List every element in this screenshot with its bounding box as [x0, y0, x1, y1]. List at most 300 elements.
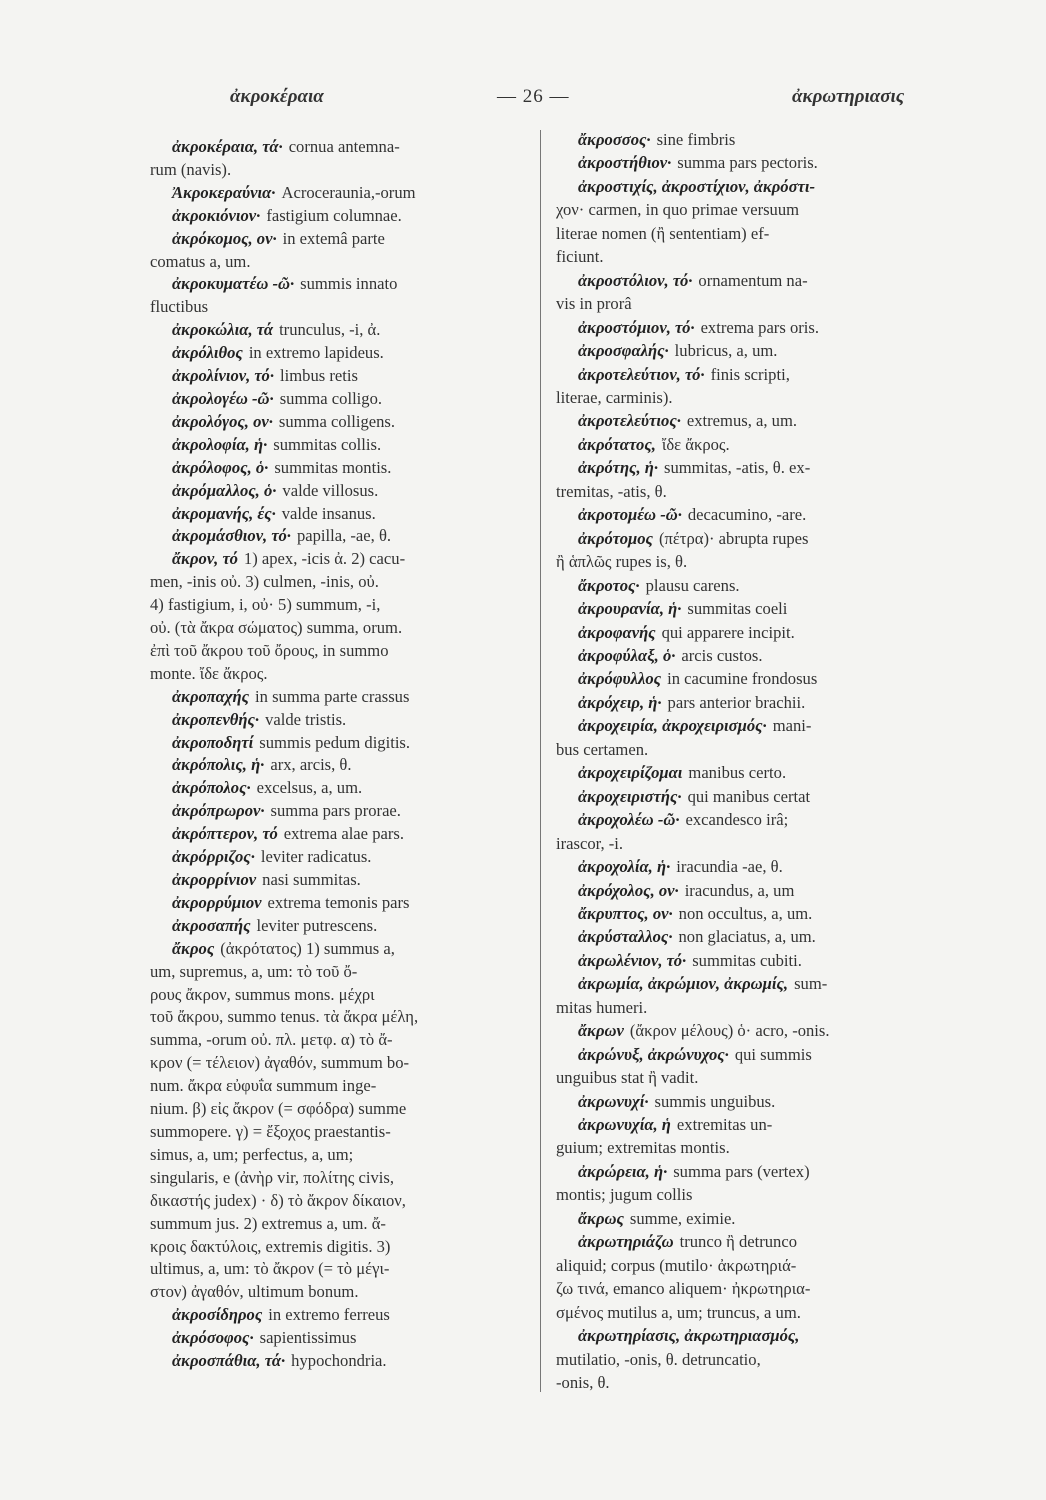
dictionary-entry	[150, 182, 528, 205]
entry-definition: summum jus. 2) extremus a, um. ἄ-	[150, 1213, 386, 1233]
entry-first-line	[150, 136, 528, 159]
entry-definition: valde villosus.	[282, 480, 379, 500]
dictionary-entry	[556, 316, 938, 339]
dictionary-entry	[556, 1207, 938, 1230]
entry-headword: ἀκρολίνιον, τό·	[172, 366, 275, 386]
dictionary-entry	[556, 269, 938, 316]
entry-headword: ἀκρωνυχί·	[578, 1091, 649, 1111]
entry-headword: ἀκροκυματέω -ῶ·	[172, 274, 295, 294]
entry-headword: ἀκροτομέω -ῶ·	[578, 505, 682, 525]
entry-headword: ἀκροχολία, ἡ·	[578, 857, 671, 877]
dictionary-entry	[556, 902, 938, 925]
entry-continuation-line	[556, 996, 938, 1019]
entry-continuation-line	[556, 738, 938, 761]
entry-continuation-line	[150, 1213, 528, 1236]
entry-headword: ἀκρώνυξ, ἀκρώνυχος·	[578, 1044, 729, 1064]
entry-definition: ζω τινά, emanco aliquem· ἠκρωτηρια-	[556, 1279, 811, 1299]
entry-definition: σμένος mutilus a, um; truncus, a um.	[556, 1302, 801, 1322]
dictionary-entry	[556, 925, 938, 948]
entry-definition: extrema pars oris.	[700, 317, 819, 337]
dictionary-entry	[150, 1304, 528, 1327]
entry-definition: comatus a, um.	[150, 251, 251, 271]
entry-first-line	[556, 316, 938, 339]
entry-continuation-line	[150, 1144, 528, 1167]
entry-headword: ἀκρύσταλλος·	[578, 927, 673, 947]
entry-definition: in extremo ferreus	[268, 1305, 390, 1325]
entry-definition: lubricus, a, um.	[674, 341, 778, 361]
entry-headword: ἄκρων	[578, 1021, 624, 1041]
entry-headword: ἀκρουρανία, ἡ·	[578, 599, 682, 619]
entry-definition: decacumino, -are.	[687, 505, 807, 525]
entry-definition: στον) ἀγαθόν, ultimum bonum.	[150, 1282, 359, 1302]
dictionary-entry	[556, 363, 938, 410]
entry-definition: iracundus, a, um	[684, 880, 795, 900]
entry-first-line	[150, 892, 528, 915]
dictionary-entry	[556, 855, 938, 878]
entry-definition: summopere. γ) = ἔξοχος praestantis-	[150, 1121, 391, 1141]
entry-definition: summa colligo.	[279, 388, 383, 408]
entry-first-line	[150, 800, 528, 823]
entry-headword: ἀκρόχολος, ον·	[578, 880, 679, 900]
entry-first-line	[556, 151, 938, 174]
entry-headword: ἀκροποδητί	[172, 732, 254, 752]
dictionary-entry	[556, 1090, 938, 1113]
entry-first-line	[556, 363, 938, 386]
entry-definition: -onis, θ.	[556, 1373, 610, 1393]
entry-definition: leviter putrescens.	[256, 915, 378, 935]
entry-first-line	[150, 754, 528, 777]
dictionary-entry	[556, 433, 938, 456]
entry-first-line	[556, 691, 938, 714]
dictionary-entry	[150, 754, 528, 777]
entry-continuation-line	[150, 1190, 528, 1213]
entry-first-line	[150, 342, 528, 365]
entry-headword: ἀκροστόλιον, τό·	[578, 270, 693, 290]
dictionary-entry	[556, 879, 938, 902]
entry-definition: literae nomen (ἢ sententiam) ef-	[556, 223, 770, 243]
entry-continuation-line	[150, 1258, 528, 1281]
entry-first-line	[150, 434, 528, 457]
entry-continuation-line	[556, 292, 938, 315]
entry-definition: arx, arcis, θ.	[270, 755, 352, 775]
entry-first-line	[150, 319, 528, 342]
entry-first-line	[150, 1304, 528, 1327]
entry-headword: ἀκροπαχής	[172, 686, 250, 706]
entry-continuation-line	[150, 961, 528, 984]
entry-headword: ἀκρορρίνιον	[172, 870, 257, 889]
entry-first-line	[556, 1019, 938, 1042]
entry-definition: fluctibus	[150, 297, 209, 317]
entry-definition: num. ἄκρα εὐφυΐα summum inge-	[150, 1076, 377, 1096]
entry-first-line	[556, 409, 938, 432]
entry-headword: ἀκροσφαλής·	[578, 341, 669, 361]
entry-headword: ἀκροτελεύτιος·	[578, 411, 681, 431]
entry-first-line	[556, 1324, 938, 1347]
entry-headword: ἀκροχειριστής·	[578, 786, 682, 806]
entry-first-line	[150, 686, 528, 709]
entry-first-line	[556, 175, 938, 198]
entry-continuation-line	[556, 1371, 938, 1394]
entry-headword: ἀκροκώλια, τά	[172, 320, 274, 340]
entry-definition: ἢ ἁπλῶς rupes is, θ.	[556, 552, 688, 572]
entry-first-line	[150, 457, 528, 480]
dictionary-entry	[556, 1230, 938, 1324]
entry-definition: Acroceraunia,-orum	[281, 182, 416, 202]
entry-definition: summe, eximie.	[629, 1208, 736, 1228]
dictionary-entry	[556, 503, 938, 526]
entry-definition: mutilatio, -onis, θ. detruncatio,	[556, 1349, 761, 1369]
entry-headword: ἀκρωτηριάζω	[578, 1232, 674, 1252]
entry-headword: ἀκρότατος,	[578, 434, 656, 454]
dictionary-entry	[150, 228, 528, 274]
entry-first-line	[150, 525, 528, 548]
entry-headword: ἀκρωνυχία, ἡ	[578, 1115, 671, 1135]
dictionary-entry	[150, 686, 528, 709]
entry-headword: ἄκρως	[578, 1208, 624, 1228]
entry-continuation-line	[556, 1348, 938, 1371]
entry-continuation-line	[556, 1277, 938, 1300]
entry-continuation-line	[150, 663, 528, 686]
entry-first-line	[556, 1207, 938, 1230]
entry-first-line	[556, 855, 938, 878]
entry-definition: bus certamen.	[556, 739, 649, 759]
entry-continuation-line	[556, 1301, 938, 1324]
entry-continuation-line	[556, 1066, 938, 1089]
dictionary-entry	[150, 777, 528, 800]
entry-definition: summa, -orum οὐ. πλ. μετφ. α) τὸ ἄ-	[150, 1030, 393, 1050]
dictionary-entry	[150, 411, 528, 434]
dictionary-entry	[556, 597, 938, 620]
entry-definition: excelsus, a, um.	[256, 778, 363, 798]
entry-headword: ἀκρολογέω -ῶ·	[172, 388, 274, 408]
entry-definition: ρους ἄκρον, summus mons. μέχρι	[150, 984, 375, 1004]
entry-headword: ἀκρόπολις, ἡ·	[172, 755, 265, 775]
entry-first-line	[556, 128, 938, 151]
entry-continuation-line	[150, 1167, 528, 1190]
dictionary-entry	[556, 691, 938, 714]
entry-first-line	[556, 339, 938, 362]
entry-first-line	[556, 761, 938, 784]
dictionary-entry	[556, 1324, 938, 1394]
entry-headword: Ἀκροκεραύνια·	[172, 182, 276, 202]
entry-definition: ἐπὶ τοῦ ἄκρου τοῦ ὄρους, in summo	[150, 640, 389, 660]
entry-headword: ἀκροπενθής·	[172, 709, 260, 729]
entry-continuation-line	[150, 251, 528, 274]
entry-definition: ficiunt.	[556, 247, 604, 267]
entry-headword: ἀκροστόμιον, τό·	[578, 317, 695, 337]
entry-headword: ἀκρορρύμιον	[172, 892, 262, 912]
entry-continuation-line	[556, 832, 938, 855]
entry-definition: nium. β) εἰς ἄκρον (= σφόδρα) summe	[150, 1099, 407, 1119]
dictionary-entry	[556, 1160, 938, 1207]
entry-headword: ἀκρόλιθος	[172, 343, 243, 363]
entry-continuation-line	[150, 1006, 528, 1029]
entry-headword: ἀκρόκομος, ον·	[172, 228, 277, 248]
entry-definition: papilla, -ae, θ.	[296, 526, 392, 546]
entry-first-line	[556, 714, 938, 737]
dictionary-entry	[150, 525, 528, 548]
entry-headword: ἀκροκέραια, τά·	[172, 137, 283, 156]
entry-headword: ἀκρόπολος·	[172, 778, 251, 798]
entry-first-line	[150, 1327, 528, 1350]
entry-first-line	[556, 1160, 938, 1183]
dictionary-entry	[556, 1113, 938, 1160]
entry-first-line	[150, 938, 528, 961]
running-head-left: ἀκροκέραια	[230, 86, 324, 107]
entry-headword: ἀκροφύλαξ, ὁ·	[578, 645, 676, 665]
right-column	[556, 128, 938, 1394]
entry-definition: manibus certo.	[688, 763, 787, 783]
entry-first-line	[150, 411, 528, 434]
entry-first-line	[556, 621, 938, 644]
entry-definition: summitas montis.	[274, 457, 392, 477]
entry-definition: qui apparere incipit.	[661, 622, 795, 642]
entry-continuation-line	[556, 1183, 938, 1206]
entry-definition: qui summis	[734, 1044, 812, 1064]
entry-definition: extrema alae pars.	[283, 824, 404, 844]
entry-definition: ultimus, a, um: τὸ ἄκρον (= τὸ μέγι-	[150, 1259, 390, 1279]
dictionary-entry	[150, 1327, 528, 1350]
entry-definition: summis unguibus.	[654, 1091, 776, 1111]
entry-definition: limbus retis	[280, 366, 358, 386]
entry-definition: simus, a, um; perfectus, a, um;	[150, 1144, 354, 1164]
entry-definition: nasi summitas.	[262, 870, 361, 889]
entry-definition: excandesco irâ;	[685, 810, 789, 830]
entry-definition: extremus, a, um.	[686, 411, 798, 431]
entry-definition: vis in prorâ	[556, 294, 632, 314]
entry-continuation-line	[556, 480, 938, 503]
entry-definition: 1) apex, -icis ἀ. 2) cacu-	[243, 549, 406, 569]
entry-headword: ἀκρότης, ἡ·	[578, 458, 659, 478]
dictionary-entry	[150, 434, 528, 457]
dictionary-entry	[556, 761, 938, 784]
entry-headword: ἀκροσίδηρος	[172, 1305, 263, 1325]
entry-definition: leviter radicatus.	[260, 847, 372, 867]
entry-definition: valde tristis.	[265, 709, 347, 729]
entry-continuation-line	[150, 571, 528, 594]
dictionary-entry	[150, 800, 528, 823]
entry-definition: tremitas, -atis, θ.	[556, 481, 667, 501]
entry-first-line	[556, 1113, 938, 1136]
dictionary-entry	[150, 915, 528, 938]
entry-first-line	[556, 925, 938, 948]
entry-first-line	[556, 1043, 938, 1066]
entry-first-line	[150, 503, 528, 526]
entry-definition: ornamentum na-	[698, 270, 808, 290]
dictionary-entry	[556, 714, 938, 761]
entry-definition: summitas collis.	[273, 434, 382, 454]
dictionary-entry	[150, 823, 528, 846]
entry-definition: arcis custos.	[681, 645, 763, 665]
entry-first-line	[150, 777, 528, 800]
entry-headword: ἀκρόλοφος, ὁ·	[172, 457, 269, 477]
entry-definition: in cacumine frondosus	[667, 669, 818, 689]
entry-headword: ἀκροστιχίς, ἀκροστίχιον, ἀκρόστι-	[578, 176, 816, 196]
entry-headword: ἀκρόφυλλος	[578, 669, 662, 689]
entry-headword: ἀκρόπρωρον·	[172, 801, 265, 821]
dictionary-entry	[556, 1019, 938, 1042]
dictionary-entry	[556, 456, 938, 503]
entry-first-line	[556, 433, 938, 456]
entry-first-line	[150, 732, 528, 755]
dictionary-entry	[150, 457, 528, 480]
entry-continuation-line	[556, 222, 938, 245]
entry-definition: summitas, -atis, θ. ex-	[664, 458, 811, 478]
entry-headword: ἀκρόμαλλος, ὁ·	[172, 480, 277, 500]
entry-definition: (ἀκρότατος) 1) summus a,	[220, 938, 395, 958]
entry-headword: ἀκρόσοφος·	[172, 1328, 254, 1348]
dictionary-entry	[556, 128, 938, 151]
entry-first-line	[556, 667, 938, 690]
dictionary-entry	[150, 1350, 528, 1373]
entry-definition: summitas cubiti.	[692, 950, 802, 970]
entry-definition: literae, carminis).	[556, 387, 673, 407]
page-number: — 26 —	[497, 86, 570, 107]
dictionary-entry	[150, 846, 528, 869]
entry-definition: trunco ἢ detrunco	[679, 1232, 798, 1252]
entry-definition: extremitas un-	[676, 1115, 773, 1135]
dictionary-entry	[556, 175, 938, 269]
entry-definition: irascor, -i.	[556, 833, 624, 853]
entry-continuation-line	[150, 1281, 528, 1304]
entry-first-line	[150, 480, 528, 503]
entry-first-line	[150, 846, 528, 869]
entry-definition: extrema temonis pars	[267, 892, 410, 912]
column-divider	[540, 130, 541, 1392]
entry-headword: ἄκροτος·	[578, 575, 640, 595]
dictionary-entry	[556, 949, 938, 972]
entry-definition: κρον (= τέλειον) ἀγαθόν, summum bo-	[150, 1053, 410, 1073]
entry-definition: non glaciatus, a, um.	[678, 927, 816, 947]
entry-first-line	[556, 527, 938, 550]
entry-headword: ἄκρον, τό	[172, 549, 238, 569]
entry-headword: ἀκρωμία, ἀκρώμιον, ἀκρωμίς,	[578, 974, 789, 994]
entry-headword: ἀκροχολέω -ῶ·	[578, 810, 680, 830]
dictionary-entry	[150, 869, 528, 892]
dictionary-entry	[150, 273, 528, 319]
dictionary-entry	[556, 339, 938, 362]
dictionary-entry	[150, 388, 528, 411]
entry-headword: ἀκροσπάθια, τά·	[172, 1351, 286, 1371]
entry-first-line	[150, 709, 528, 732]
entry-continuation-line	[556, 550, 938, 573]
entry-definition: montis; jugum collis	[556, 1185, 693, 1205]
entry-definition: sum-	[794, 974, 828, 994]
entry-headword: ἄκρυπτος, ον·	[578, 903, 673, 923]
dictionary-entry	[150, 503, 528, 526]
entry-definition: men, -inis οὐ. 3) culmen, -inis, οὐ.	[150, 572, 379, 592]
entry-definition: summa pars (vertex)	[673, 1161, 810, 1181]
entry-definition: iracundia -ae, θ.	[676, 857, 783, 877]
dictionary-entry	[150, 319, 528, 342]
entry-first-line	[556, 785, 938, 808]
entry-definition: χον· carmen, in quo primae versuum	[556, 200, 800, 220]
dictionary-entry	[556, 785, 938, 808]
entry-definition: non occultus, a, um.	[678, 903, 813, 923]
entry-first-line	[150, 273, 528, 296]
entry-definition: summa colligens.	[278, 411, 396, 431]
entry-definition: ἴδε ἄκρος.	[661, 434, 730, 454]
entry-headword: ἀκρόρριζος·	[172, 847, 255, 867]
entry-first-line	[556, 456, 938, 479]
entry-definition: summa pars prorae.	[270, 801, 401, 821]
entry-continuation-line	[150, 594, 528, 617]
dictionary-entry	[150, 480, 528, 503]
entry-first-line	[556, 644, 938, 667]
dictionary-entry	[150, 892, 528, 915]
entry-first-line	[556, 503, 938, 526]
entry-definition: κροις δακτύλοις, extremis digitis. 3)	[150, 1236, 391, 1256]
entry-continuation-line	[150, 640, 528, 663]
entry-headword: ἀκροσαπής	[172, 915, 251, 935]
dictionary-entry	[150, 136, 528, 182]
entry-definition: in summa parte crassus	[255, 686, 410, 706]
dictionary-entry	[556, 1043, 938, 1090]
entry-first-line	[556, 597, 938, 620]
entry-first-line	[150, 365, 528, 388]
entry-headword: ἀκροστήθιον·	[578, 153, 672, 173]
entry-continuation-line	[150, 1098, 528, 1121]
entry-definition: sapientissimus	[259, 1328, 357, 1348]
entry-first-line	[556, 269, 938, 292]
entry-headword: ἀκρωτηρίασις, ἀκρωτηριασμός,	[578, 1326, 800, 1346]
dictionary-entry	[556, 574, 938, 597]
entry-continuation-line	[150, 1236, 528, 1259]
dictionary-entry	[556, 409, 938, 432]
entry-continuation-line	[150, 1029, 528, 1052]
dictionary-entry	[150, 709, 528, 732]
dictionary-entry	[556, 527, 938, 574]
entry-definition: monte. ἴδε ἄκρος.	[150, 663, 268, 683]
dictionary-entry	[556, 667, 938, 690]
entry-first-line	[556, 879, 938, 902]
dictionary-entry	[150, 938, 528, 1305]
dictionary-entry	[556, 972, 938, 1019]
entry-first-line	[150, 388, 528, 411]
entry-first-line	[150, 869, 528, 892]
entry-definition: cornua antemna-	[288, 137, 400, 156]
entry-first-line	[556, 808, 938, 831]
entry-first-line	[150, 915, 528, 938]
entry-continuation-line	[150, 1075, 528, 1098]
entry-continuation-line	[556, 245, 938, 268]
entry-definition: (ἄκρον μέλους) ὁ· acro, -onis.	[629, 1021, 830, 1041]
entry-continuation-line	[556, 1136, 938, 1159]
entry-headword: ἄκρος	[172, 938, 215, 958]
entry-first-line	[556, 1090, 938, 1113]
entry-headword: ἄκροσσος·	[578, 130, 651, 149]
entry-definition: mani-	[772, 716, 812, 736]
entry-headword: ἀκροφανής	[578, 622, 656, 642]
entry-definition: δικαστής judex) · δ) τὸ ἄκρον δίκαιον,	[150, 1190, 406, 1210]
dictionary-entry	[556, 644, 938, 667]
dictionary-entry	[556, 808, 938, 855]
entry-definition: οὐ. (τὰ ἄκρα σώματος) summa, orum.	[150, 618, 403, 638]
entry-definition: summitas coeli	[687, 599, 788, 619]
entry-continuation-line	[150, 1052, 528, 1075]
entry-definition: hypochondria.	[291, 1351, 387, 1371]
entry-headword: ἀκρολόγος, ον·	[172, 411, 273, 431]
entry-first-line	[556, 902, 938, 925]
dictionary-entry	[150, 365, 528, 388]
entry-headword: ἀκρόχειρ, ἡ·	[578, 692, 662, 712]
entry-headword: ἀκρολοφία, ἡ·	[172, 434, 268, 454]
entry-definition: trunculus, -i, ἀ.	[279, 320, 381, 340]
entry-definition: pars anterior brachii.	[667, 692, 806, 712]
entry-definition: finis scripti,	[710, 364, 790, 384]
entry-headword: ἀκρότομος	[578, 528, 653, 548]
entry-first-line	[150, 205, 528, 228]
